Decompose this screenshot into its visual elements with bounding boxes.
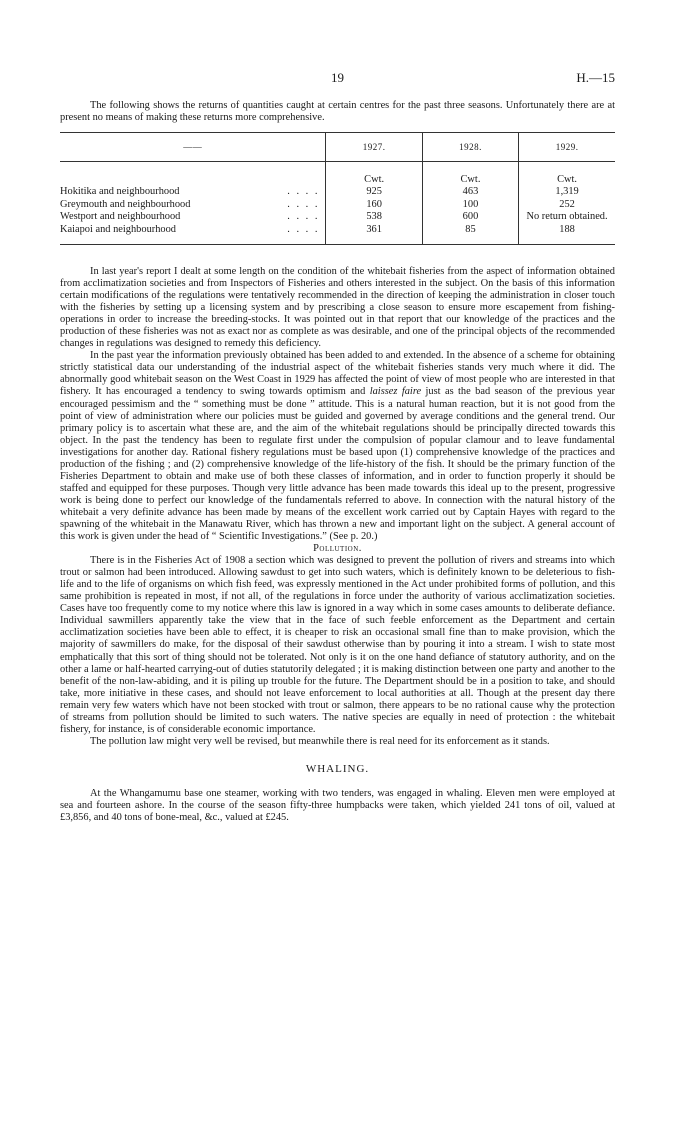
- units-row: [60, 162, 615, 187]
- value-1928: 100: [422, 199, 518, 212]
- body-text: [60, 266, 615, 824]
- year-header-1927: 1927.: [326, 133, 422, 162]
- leader-dots: . . . .: [287, 186, 320, 198]
- year-header-1928: 1928.: [422, 133, 518, 162]
- year-header-1929: 1929.: [519, 133, 615, 162]
- value-1929: 188: [519, 224, 615, 245]
- location-cell: [60, 224, 326, 245]
- pollution-paragraph-2: The pollution law might very well be revised, but meanwhile there is real need for its enforcement as it stands.: [90, 735, 550, 747]
- pollution-heading: Pollution.: [313, 543, 362, 555]
- whaling-heading: WHALING.: [305, 762, 370, 775]
- whitebait-paragraph-2-part-a: In the past year the information previously obtained has been added to and extended. In the absence of a scheme for obtaining strictly statistical data our understanding of the industrial aspect of the whitebait fisheries stands very much where it did. The abnormally good whitebait season on the West Coast in 1929 has affected the point of view of most people who are interested in that fishery. It has encouraged a tendency to swing towards optimism and: [60, 350, 615, 398]
- laissez-faire-italic: laissez faire: [369, 386, 422, 398]
- whitebait-paragraph-2-part-b: just as the bad season of the previous year encouraged pessimism and the “ something must be done ” attitude. This is a natural human reaction, but it is not good from the point of view of administration where our policies must be guided and governed by average conditions and the general trend. Our primary policy is to ascertain what these are, and the aim of the whitebait regulations should be principally directed towards this object. In the past the tendency has been to regulate first under the compulsion of popular clamour and to leave fundamental investigations for another day. Rational fishery regulations must be based upon (1) comprehensive knowledge of the practices and production of the fishing ; and (2) comprehensive knowledge of the life-history of the fish. It should be the primary function of the Fisheries Department to obtain and make use of both these classes of information, and in order to function properly it should be staffed and equipped for these purposes. Though very little advance has been made towards this ideal up to the present, progressive work is being done to perfect our knowledge of the fundamentals referred to above. In connection with the natural history of the whitebait a very definite advance has been made by means of the excellent work carried out by Captain Hayes with regard to the spawning of the whitebait in the Manawatu River, which has thrown a new and important light on the subject. A general account of this work is given under the head of “ Scientific Investigations.” (See p. 20.): [60, 386, 615, 543]
- location-name: Greymouth and neighbourhood: [60, 198, 191, 210]
- whaling-paragraph: At the Whangamumu base one steamer, working with two tenders, was engaged in whaling. Eleven men were employed at sea and fourteen ashore. In the course of the season fifty-three humpbacks were taken, which yielded 241 tons of oil, valued at £3,856, and 40 tons of bone-meal, &c., valued at £245.: [60, 787, 615, 823]
- value-1927: 538: [326, 211, 422, 224]
- value-1927: 361: [326, 224, 422, 245]
- whitebait-paragraph-1: In last year's report I dealt at some length on the condition of the whitebait fisheries from the aspect of information obtained from acclimatization societies and from Inspectors of Fisheries and others interested in the subject. On the basis of this information certain modifications of the regulations were tentatively recommended in the direction of keeping the administration in closer touch with the fisheries by setting up a licensing system and by prescribing a close season to ensure more escapement from fishing-operations in order to increase the breeding-stocks. It was pointed out in that report that our knowledge of the practices and the production of these fisheries was not as exact nor as complete as was desirable, and one of the principal objects of the recommended changes in regulations was designed to remedy this deficiency.: [60, 266, 615, 350]
- table-row: [60, 186, 615, 199]
- unit-cell: Cwt.: [326, 162, 422, 187]
- location-cell: [60, 199, 326, 212]
- value-1928: 85: [422, 224, 518, 245]
- value-1929: No return obtained.: [519, 211, 615, 224]
- table-row: [60, 199, 615, 212]
- units-blank: [60, 162, 326, 187]
- unit-cell: Cwt.: [422, 162, 518, 187]
- pollution-paragraph-1: There is in the Fisheries Act of 1908 a section which was designed to prevent the pollution of rivers and streams into which trout or salmon had been introduced. Allowing sawdust to get into such waters, which is definitely known to be deleterious to fish-life and to the life of organisms on which fish feed, was expressly mentioned in the Act under prohibited forms of pollution, and this same prohibition is repeated in most, if not all, of the regulations in force under the authority of various acclimatization societies. Cases have too frequently come to my notice where this law is ignored in a way which in some cases amounts to deliberate defiance. Individual sawmillers apparently take the view that in the face of such feeble enforcement as the Department and certain acclimatization societies have been able to effect, it is cheaper to risk an occasional small fine than to make provision, which the majority of sawmillers do make, for the disposal of their sawdust otherwise than by pouring it into a stream. I wish to state most emphatically that this sort of thing should not be tolerated. Not only is it on the one hand defiance of statutory authority, and on the other a lame or half-hearted carrying-out of duties statutorily delegated ; it is making distinction between one party and another to the benefit of the non-law-abiding, and it is piling up trouble for the future. The Department should be in a position to take, and should take, more initiative in these cases, and should not leave enforcement to local authorities at all. Though at the present day there remain very few waters which have not been stocked with trout or salmon, there appears to be no rational cause why the protection of streams from pollution should be limited to such waters. The native species are equally in need of protection : the whitebait fishery, for instance, is of considerable economic importance.: [60, 555, 615, 735]
- table-row: [60, 211, 615, 224]
- value-1928: 600: [422, 211, 518, 224]
- value-1927: 160: [326, 199, 422, 212]
- table-row: [60, 224, 615, 245]
- location-name: Hokitika and neighbourhood: [60, 186, 180, 198]
- value-1929: 1,319: [519, 186, 615, 199]
- location-cell: [60, 186, 326, 199]
- page-header: [60, 70, 615, 86]
- table-corner-header: ——: [60, 133, 326, 162]
- intro-paragraph: The following shows the returns of quantities caught at certain centres for the past three seasons. Unfortunately there are at present no means of making these returns more comprehensive.: [60, 100, 615, 124]
- value-1927: 925: [326, 186, 422, 199]
- whitebait-returns-table: [60, 132, 615, 245]
- whitebait-paragraph-2: [60, 350, 615, 543]
- leader-dots: . . . .: [287, 198, 320, 210]
- location-name: Kaiapoi and neighbourhood: [60, 223, 177, 235]
- value-1928: 463: [422, 186, 518, 199]
- location-cell: [60, 211, 326, 224]
- value-1929: 252: [519, 199, 615, 212]
- document-reference: H.—15: [576, 70, 615, 85]
- leader-dots: . . . .: [287, 223, 320, 235]
- page-number: 19: [331, 70, 344, 85]
- leader-dots: . . . .: [287, 211, 320, 223]
- unit-cell: Cwt.: [519, 162, 615, 187]
- location-name: Westport and neighbourhood: [60, 211, 181, 223]
- table-header-row: [60, 133, 615, 162]
